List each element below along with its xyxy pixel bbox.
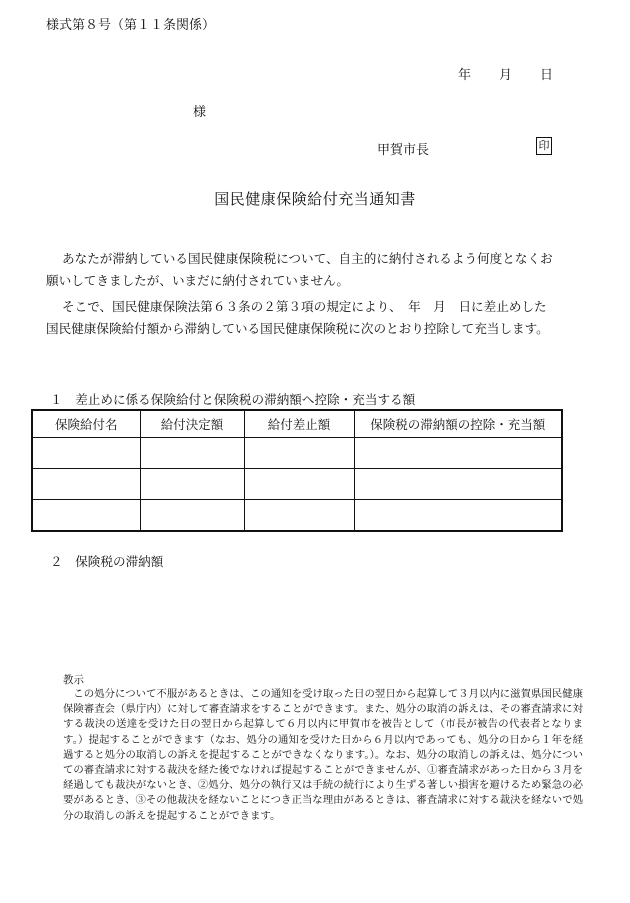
column-header: 保険給付名 [32,410,140,438]
date-month: 月 [499,68,513,83]
document-title: 国民健康保険給付充当通知書 [214,190,416,208]
section-2-heading: ２ 保険税の滞納額 [50,554,164,569]
table-header-row [32,410,562,438]
notice-text: この処分について不服があるときは、この通知を受け取った日の翌日から起算して３月以内に滋賀県国民健康保険審査会（県庁内）に対して審査請求をすることができます。また、処分の取消の訴えは、その審査請求に対する裁決の送達を受けた日の翌日から起算して６月以内に甲賀市を被告として（市長が被告の代表者となります。）提起することができます（なお、処分の通知を受けた日から６月以内であっても、処分の日から１年を経過すると処分の取消しの訴えを提起することができなくなります。）。なお、処分の取消しの訴えは、処分についての審査請求に対する裁決を経た後でなければ提起することができませんが、①審査請求があった日から３月を経過しても裁決がないとき、②処分、処分の執行又は手続の続行により生ずる著しい損害を避けるため緊急の必要があるとき、③その他裁決を経ないことにつき正当な理由があるときは、審査請求に対する裁決を経ないで処分の取消しの訴えを提起することができます。 [63,688,583,822]
table-cell [140,469,244,500]
table-cell [244,469,354,500]
table-cell [244,500,354,532]
deduction-table [31,409,563,532]
table-cell [32,438,140,469]
table-cell [32,500,140,532]
section-1-heading: １ 差止めに係る保険給付と保険税の滞納額へ控除・充当する額 [50,392,416,407]
body-line-3: そこで、国民健康保険法第６３条の２第３項の規定により、 年 月 日に差止めした [62,299,547,314]
body-line-1: あなたが滞納している国民健康保険税について、自主的に納付されるよう何度となくお [62,251,553,266]
seal-stamp: 印 [536,137,552,155]
body-line-4: 国民健康保険給付額から滞納している国民健康保険税に次のとおり控除して充当します。 [46,321,549,336]
table-cell [244,438,354,469]
column-header: 給付決定額 [140,410,244,438]
date-year: 年 [458,68,472,83]
column-header: 保険税の滞納額の控除・充当額 [354,410,562,438]
table-row [32,469,562,500]
notice-heading: 教示 [63,674,84,686]
issuer-name: 甲賀市長 [377,143,430,158]
table-row [32,500,562,532]
table-cell [140,438,244,469]
date-day: 日 [540,68,554,83]
addressee-suffix: 様 [193,105,207,120]
table-cell [32,469,140,500]
table-cell [354,500,562,532]
form-number: 様式第８号（第１１条関係） [46,18,216,33]
table-row [32,438,562,469]
column-header: 給付差止額 [244,410,354,438]
table-cell [354,438,562,469]
body-line-2: 願いしてきましたが、いまだに納付されていません。 [46,273,350,288]
table-cell [140,500,244,532]
table-cell [354,469,562,500]
